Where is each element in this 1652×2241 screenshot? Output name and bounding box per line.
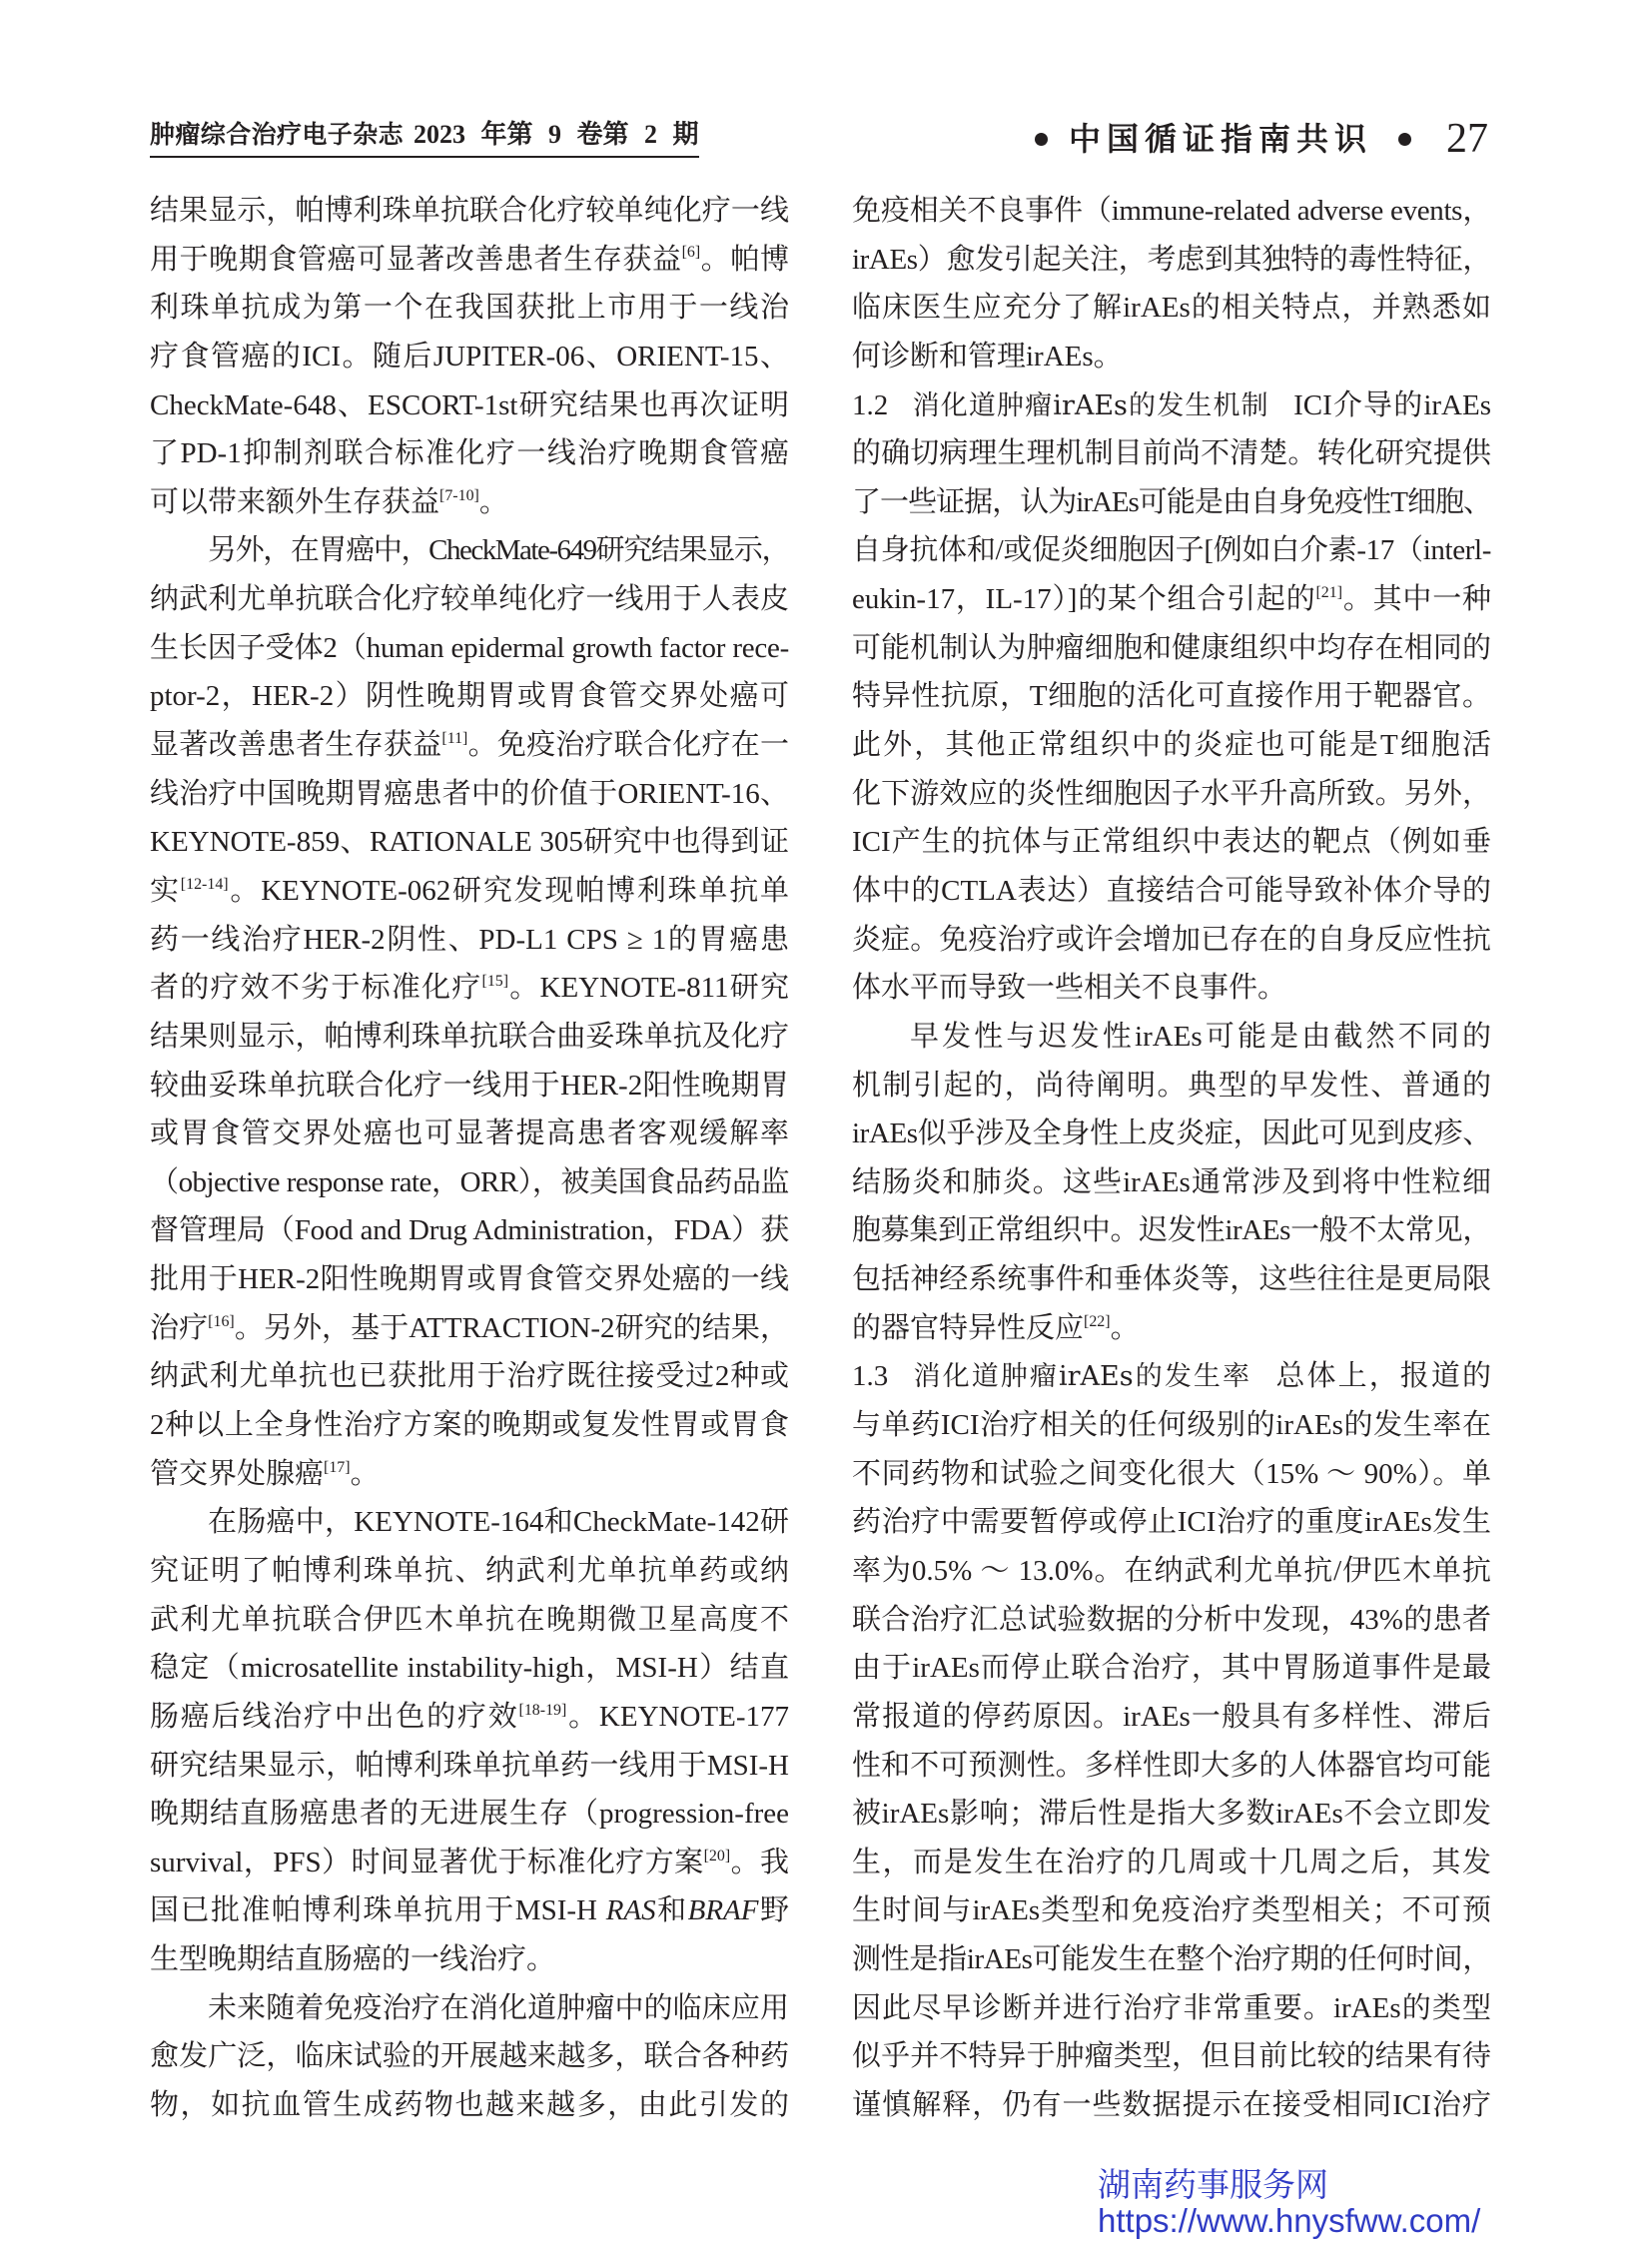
text-run: 。另外，基于ATTRACTION-2研究的结果， — [234, 1311, 789, 1344]
text-line: 另外，在胃癌中，CheckMate-649研究结果显示， — [208, 534, 789, 567]
paragraph — [852, 1352, 1491, 2129]
text-line: 批用于HER-2阳性晚期胃或胃食管交界处癌的一线 — [150, 1263, 789, 1296]
right-column — [852, 187, 1491, 2130]
citation-superscript: [12-14] — [180, 875, 229, 893]
text-line: 武利尤单抗联合伊匹木单抗在晚期微卫星高度不 — [150, 1603, 789, 1636]
text-line: 性和不可预测性。多样性即大多的人体器官均可能 — [852, 1749, 1491, 1782]
issue-info: 2023 年第 9 卷第 2 期 — [413, 120, 699, 149]
text-line: 率为0.5% ～ 13.0%。在纳武利尤单抗/伊匹木单抗 — [852, 1554, 1491, 1587]
text-line: 稳定（microsatellite instability-high，MSI-H）结直 — [150, 1652, 789, 1685]
section-number: 1.3 — [852, 1360, 889, 1393]
text-line: 较曲妥珠单抗联合化疗一线用于HER-2阳性晚期胃 — [150, 1069, 789, 1102]
section-heading: 消化道肿瘤irAEs的发生机制 — [911, 389, 1269, 421]
text-line: 自身抗体和/或促炎细胞因子[例如白介素-17（interl- — [852, 534, 1491, 567]
text-line: irAEs）愈发引起关注，考虑到其独特的毒性特征， — [852, 243, 1491, 276]
text-line: 物，如抗血管生成药物也越来越多，由此引发的 — [150, 2088, 789, 2121]
text-line: 督管理局（Food and Drug Administration，FDA）获 — [150, 1214, 789, 1247]
text-line: 早发性与迟发性irAEs可能是由截然不同的 — [910, 1020, 1491, 1053]
text-run: eukin-17，IL-17）]的某个组合引起的 — [852, 583, 1316, 616]
text-line: 常报道的停药原因。irAEs一般具有多样性、滞后 — [852, 1700, 1491, 1733]
text-line: 未来随着免疫治疗在消化道肿瘤中的临床应用 — [208, 1991, 789, 2024]
text-run: survival，PFS）时间显著优于标准化疗方案 — [150, 1846, 704, 1878]
text-line: 究证明了帕博利珠单抗、纳武利尤单抗单药或纳 — [150, 1554, 789, 1587]
text-run: 。我 — [730, 1846, 789, 1878]
text-line — [852, 1352, 1491, 1401]
text-line — [852, 575, 1491, 624]
paragraph — [150, 187, 789, 526]
text-line: 结果则显示，帕博利珠单抗联合曲妥珠单抗及化疗 — [150, 1020, 789, 1053]
text-line: 药治疗中需要暂停或停止ICI治疗的重度irAEs发生 — [852, 1506, 1491, 1539]
text-line — [150, 1304, 789, 1353]
citation-superscript: [22] — [1084, 1312, 1111, 1330]
text-run: ICI介导的irAEs — [1293, 388, 1491, 421]
text-line: 生长因子受体2（human epidermal growth factor rece- — [150, 631, 789, 664]
text-line — [852, 381, 1491, 430]
paragraph — [852, 1013, 1491, 1352]
text-run: 。其中一种 — [1342, 583, 1491, 616]
bullet-icon — [1398, 133, 1411, 146]
bullet-icon — [1035, 133, 1048, 146]
citation-superscript: [16] — [208, 1312, 235, 1330]
text-run: 总体上，报道的 — [1275, 1360, 1491, 1393]
text-line: 不同药物和试验之间变化很大（15% ～ 90%）。单 — [852, 1457, 1491, 1490]
text-line: 疗食管癌的ICI。随后JUPITER-06、ORIENT-15、 — [150, 340, 789, 373]
section-number: 1.2 — [852, 388, 889, 421]
citation-superscript: [7-10] — [439, 486, 479, 504]
text-line: 被irAEs影响；滞后性是指大多数irAEs不会立即发 — [852, 1798, 1491, 1831]
text-line: 生，而是发生在治疗的几周或十几周之后，其发 — [852, 1846, 1491, 1878]
text-run: 显著改善患者生存获益 — [150, 729, 442, 762]
paragraph — [150, 1984, 789, 2130]
text-run: 国已批准帕博利珠单抗用于MSI-H — [150, 1894, 606, 1927]
citation-superscript: [18-19] — [518, 1701, 567, 1719]
text-run: 用于晚期食管癌可显著改善患者生存获益 — [150, 243, 682, 276]
text-line: 似乎并不特异于肿瘤类型，但目前比较的结果有待 — [852, 2040, 1491, 2073]
text-line: 生型晚期结直肠癌的一线治疗。 — [150, 1943, 556, 1976]
watermark-url: https://www.hnysfww.com/ — [1098, 2202, 1481, 2239]
text-line: 2种以上全身性治疗方案的晚期或复发性胃或胃食 — [150, 1409, 789, 1442]
text-line: 包括神经系统事件和垂体炎等，这些往往是更局限 — [852, 1263, 1491, 1296]
text-line: KEYNOTE-859、RATIONALE 305研究中也得到证 — [150, 826, 789, 859]
text-run: 者的疗效不劣于标准化疗 — [150, 972, 482, 1005]
text-line: 结果显示，帕博利珠单抗联合化疗较单纯化疗一线 — [150, 195, 789, 227]
text-line: ICI产生的抗体与正常组织中表达的靶点（例如垂 — [852, 826, 1491, 859]
text-line — [150, 1886, 789, 1935]
text-line: 此外，其他正常组织中的炎症也可能是T细胞活 — [852, 729, 1491, 762]
italic-term: BRAF — [687, 1894, 759, 1927]
text-line — [150, 1693, 789, 1742]
text-line — [150, 867, 789, 916]
text-line: 的确切病理生理机制目前尚不清楚。转化研究提供 — [852, 437, 1491, 470]
text-line: 或胃食管交界处癌也可显著提高患者客观缓解率 — [150, 1118, 789, 1150]
text-line: 机制引起的，尚待阐明。典型的早发性、普通的 — [852, 1069, 1491, 1102]
text-line: 免疫相关不良事件（immune-related adverse events， — [852, 195, 1491, 227]
text-line — [150, 1839, 789, 1887]
text-line: CheckMate-648、ESCORT-1st研究结果也再次证明 — [150, 388, 789, 421]
text-run: 治疗 — [150, 1311, 209, 1344]
running-head — [150, 121, 699, 158]
text-line: 体中的CTLA表达）直接结合可能导致补体介导的 — [852, 874, 1491, 907]
text-line: 生时间与irAEs类型和免疫治疗类型相关；不可预 — [852, 1894, 1491, 1927]
text-line: 在肠癌中，KEYNOTE-164和CheckMate-142研 — [208, 1506, 789, 1539]
text-run: 管交界处腺癌 — [150, 1457, 325, 1490]
text-run: 的器官特异性反应 — [852, 1311, 1085, 1344]
text-run: 肠癌后线治疗中出色的疗效 — [150, 1700, 519, 1733]
paragraph — [852, 381, 1491, 1013]
text-line: 胞募集到正常组织中。迟发性irAEs一般不太常见， — [852, 1214, 1491, 1247]
text-line: 化下游效应的炎性细胞因子水平升高所致。另外， — [852, 777, 1491, 810]
text-line — [150, 964, 789, 1013]
citation-superscript: [11] — [441, 729, 468, 747]
text-line: 纳武利尤单抗联合化疗较单纯化疗一线用于人表皮 — [150, 583, 789, 616]
citation-superscript: [20] — [703, 1847, 731, 1865]
text-run: 。 — [350, 1457, 380, 1490]
text-line: 药一线治疗HER-2阴性、PD-L1 CPS ≥ 1的胃癌患 — [150, 923, 789, 956]
text-line: 体水平而导致一些相关不良事件。 — [852, 972, 1287, 1005]
paragraph — [150, 1498, 789, 1983]
text-line: irAEs似乎涉及全身性上皮炎症，因此可见到皮疹、 — [852, 1118, 1491, 1150]
text-line: 联合治疗汇总试验数据的分析中发现，43%的患者 — [852, 1603, 1491, 1636]
text-line: 了PD-1抑制剂联合标准化疗一线治疗晚期食管癌 — [150, 437, 789, 470]
text-line — [852, 1304, 1491, 1353]
text-run: 。 — [1110, 1311, 1140, 1344]
text-run: 可以带来额外生存获益 — [150, 485, 440, 518]
text-line: 由于irAEs而停止联合治疗，其中胃肠道事件是最 — [852, 1652, 1491, 1685]
left-column — [150, 187, 789, 2130]
citation-superscript: [6] — [681, 244, 701, 262]
text-line: 了一些证据，认为irAEs可能是由自身免疫性T细胞、 — [852, 485, 1491, 518]
text-run: 实 — [150, 874, 181, 907]
text-run: 。KEYNOTE-062研究发现帕博利珠单抗单 — [228, 874, 789, 907]
text-line: 与单药ICI治疗相关的任何级别的irAEs的发生率在 — [852, 1409, 1491, 1442]
text-run: 。免疫治疗联合化疗在一 — [467, 729, 789, 762]
text-line: 纳武利尤单抗也已获批用于治疗既往接受过2种或 — [150, 1360, 789, 1393]
text-line: 何诊断和管理irAEs。 — [852, 340, 1123, 373]
text-line: 临床医生应充分了解irAEs的相关特点，并熟悉如 — [852, 292, 1491, 325]
text-line: 晚期结直肠癌患者的无进展生存（progression-free — [150, 1798, 789, 1831]
text-line: 谨慎解释，仍有一些数据提示在接受相同ICI治疗 — [852, 2088, 1491, 2121]
text-line: （objective response rate，ORR），被美国食品药品监 — [150, 1165, 789, 1198]
text-run: 。帕博 — [700, 243, 789, 276]
text-run: 和 — [655, 1894, 688, 1927]
text-line: 愈发广泛，临床试验的开展越来越多，联合各种药 — [150, 2040, 789, 2073]
citation-superscript: [21] — [1315, 583, 1343, 601]
text-line — [150, 721, 789, 770]
text-line: 炎症。免疫治疗或许会增加已存在的自身反应性抗 — [852, 923, 1491, 956]
section-title: 中国循证指南共识 — [1069, 120, 1373, 158]
text-line — [150, 478, 789, 527]
page-number: 27 — [1446, 116, 1488, 162]
journal-name: 肿瘤综合治疗电子杂志 — [150, 120, 405, 149]
section-heading: 消化道肿瘤irAEs的发生率 — [911, 1361, 1252, 1393]
text-line — [150, 1450, 789, 1499]
citation-superscript: [17] — [324, 1458, 351, 1476]
text-line: 研究结果显示，帕博利珠单抗单药一线用于MSI-H — [150, 1749, 789, 1782]
text-run: 。KEYNOTE-811研究 — [508, 972, 789, 1005]
text-run: 。KEYNOTE-177 — [566, 1700, 789, 1733]
text-line: 测性是指irAEs可能发生在整个治疗期的任何时间， — [852, 1943, 1491, 1976]
text-line: 线治疗中国晚期胃癌患者中的价值于ORIENT-16、 — [150, 777, 789, 810]
citation-superscript: [15] — [481, 973, 509, 991]
text-line: 可能机制认为肿瘤细胞和健康组织中均存在相同的 — [852, 631, 1491, 664]
italic-term: RAS — [605, 1894, 656, 1927]
text-run: 野 — [758, 1894, 789, 1927]
watermark-site-name: 湖南药事服务网 — [1098, 2166, 1328, 2203]
paragraph — [150, 526, 789, 1498]
text-line: 因此尽早诊断并进行治疗非常重要。irAEs的类型 — [852, 1991, 1491, 2024]
text-line: 结肠炎和肺炎。这些irAEs通常涉及到将中性粒细 — [852, 1165, 1491, 1198]
text-line — [150, 236, 789, 285]
text-line: 特异性抗原，T细胞的活化可直接作用于靶器官。 — [852, 680, 1491, 713]
paragraph — [852, 187, 1491, 381]
text-run: 。 — [478, 485, 508, 518]
text-line: ptor-2，HER-2）阴性晚期胃或胃食管交界处癌可 — [150, 680, 789, 713]
text-line: 利珠单抗成为第一个在我国获批上市用于一线治 — [150, 292, 789, 325]
